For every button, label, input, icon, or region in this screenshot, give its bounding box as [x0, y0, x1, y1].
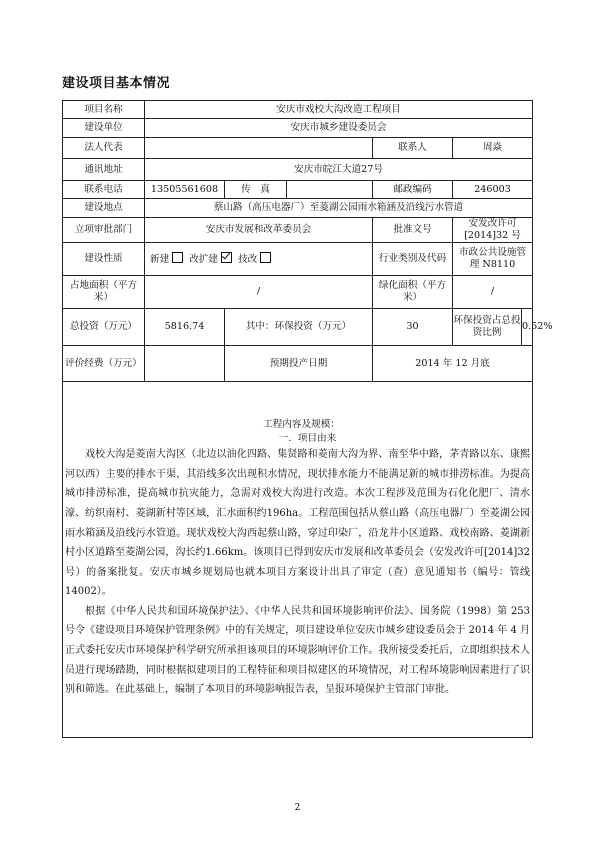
- location-value: 蔡山路（高压电器厂）至菱湖公园雨水箱涵及沿线污水管道: [145, 199, 533, 218]
- content-title: 工程内容及规模：: [263, 419, 340, 431]
- section-heading: 一．项目由来: [278, 433, 337, 445]
- project-info-table: [62, 100, 553, 738]
- contact-value: 周焱: [453, 138, 533, 159]
- nature-label: 建设性质: [63, 243, 145, 276]
- approval-dept-value: 安庆市发展和改革委员会: [145, 218, 373, 243]
- builder-label: 建设单位: [63, 119, 145, 138]
- postcode-value: 246003: [453, 181, 533, 199]
- nature-expand-checkbox[interactable]: [221, 252, 232, 263]
- phone-value: 13505561608: [145, 181, 225, 199]
- postcode-label: 邮政编码: [373, 181, 453, 199]
- content-paragraph: 根据《中华人民共和国环境保护法》、《中华人民共和国环境影响评价法》、国务院（1998）第 253 号令《建设项目环境保护管理条例》中的有关规定，项目建设单位安庆市城乡建设委员会于 2014 年 4 月正式委托安庆市环境保护科学研究所承担该项目的环境影响评价工作。我所接受委托后，立即组织技术人员进行现场踏勘，同时根据拟建项目的工程特征和项目拟建区的环境情况，对工程环境影响因素进行了识别和筛选。在此基础上，编制了本项目的环境影响报告表，呈报环境保护主管部门审批。: [65, 605, 531, 696]
- green-label: 绿化面积（平方米）: [373, 276, 453, 309]
- industry-label: 行业类别及代码: [373, 243, 453, 276]
- env-invest-label: 其中：环保投资（万元）: [225, 309, 373, 346]
- industry-value: 市政公共设施管理 N8110: [453, 243, 533, 276]
- env-ratio-label: 环保投资占总投资比例: [453, 309, 522, 345]
- page-heading: 建设项目基本情况: [62, 76, 171, 91]
- env-ratio-cell: [453, 309, 553, 346]
- prod-date-value: 2014 年 12 月底: [373, 346, 533, 382]
- project-content-cell: [63, 382, 533, 738]
- area-label: 占地面积（平方米）: [63, 276, 145, 309]
- content-paragraph: 戏校大沟是菱南大沟区（北边以油化四路、集贤路和菱南大沟为界、南至华中路，茅青路以东、康熙河以西）主要的排水干渠，其沿线多次出现积水情况，现状排水能力不能满足新的城市排涝标准。为提高城市排涝标准，提高城市抗灾能力，急需对戏校大沟进行改造。本次工程涉及范围为石化化肥厂、清水濠、纺织南村、菱湖新村等区域，汇水面积约196ha。工程范围包括从蔡山路（高压电器厂）至菱湖公园雨水箱涵及沿线污水管道。现状戏校大沟西起蔡山路，穿过印染厂，沿龙井小区道路、戏校南路、菱湖新村小区道路至菱湖公园，沟长约1.66km。该项目已得到安庆市发展和改革委员会（安发改许可[2014]32号）的备案批复。安庆市城乡规划局也就本项目方案设计出具了审定（查）意见通知书（编号：管线 14002）。: [65, 449, 531, 598]
- env-ratio-value: 0.52%: [522, 321, 553, 332]
- nature-tech-checkbox[interactable]: [260, 252, 271, 263]
- contact-label: 联系人: [373, 138, 453, 159]
- address-label: 通讯地址: [63, 159, 145, 181]
- nature-options: [145, 243, 373, 276]
- approval-no-label: 批准文号: [373, 218, 453, 243]
- eval-fee-label: 评价经费（万元）: [63, 346, 145, 382]
- invest-value: 5816.74: [145, 309, 225, 346]
- approval-dept-label: 立项审批部门: [63, 218, 145, 243]
- location-label: 建设地点: [63, 199, 145, 218]
- builder-value: 安庆市城乡建设委员会: [145, 119, 533, 138]
- eval-fee-value: [145, 346, 225, 382]
- phone-label: 联系电话: [63, 181, 145, 199]
- fax-value: [287, 181, 373, 199]
- nature-new-label: 新建: [150, 254, 170, 265]
- nature-tech-label: 技改: [238, 254, 258, 265]
- legal-rep-label: 法人代表: [63, 138, 145, 159]
- invest-label: 总投资（万元）: [63, 309, 145, 346]
- prod-date-label: 预期投产日期: [225, 346, 373, 382]
- page-number: 2: [294, 803, 301, 813]
- nature-expand-label: 改扩建: [189, 254, 219, 265]
- approval-no-value: 安发改许可[2014]32 号: [453, 218, 533, 243]
- env-invest-value: 30: [373, 309, 453, 346]
- project-name-value: 安庆市戏校大沟改造工程项目: [145, 101, 533, 119]
- green-value: /: [453, 276, 533, 309]
- legal-rep-value: [145, 138, 373, 159]
- address-value: 安庆市皖江大道27号: [145, 159, 533, 181]
- nature-new-checkbox[interactable]: [172, 252, 183, 263]
- area-value: /: [145, 276, 373, 309]
- project-name-label: 项目名称: [63, 101, 145, 119]
- fax-label: 传 真: [225, 181, 287, 199]
